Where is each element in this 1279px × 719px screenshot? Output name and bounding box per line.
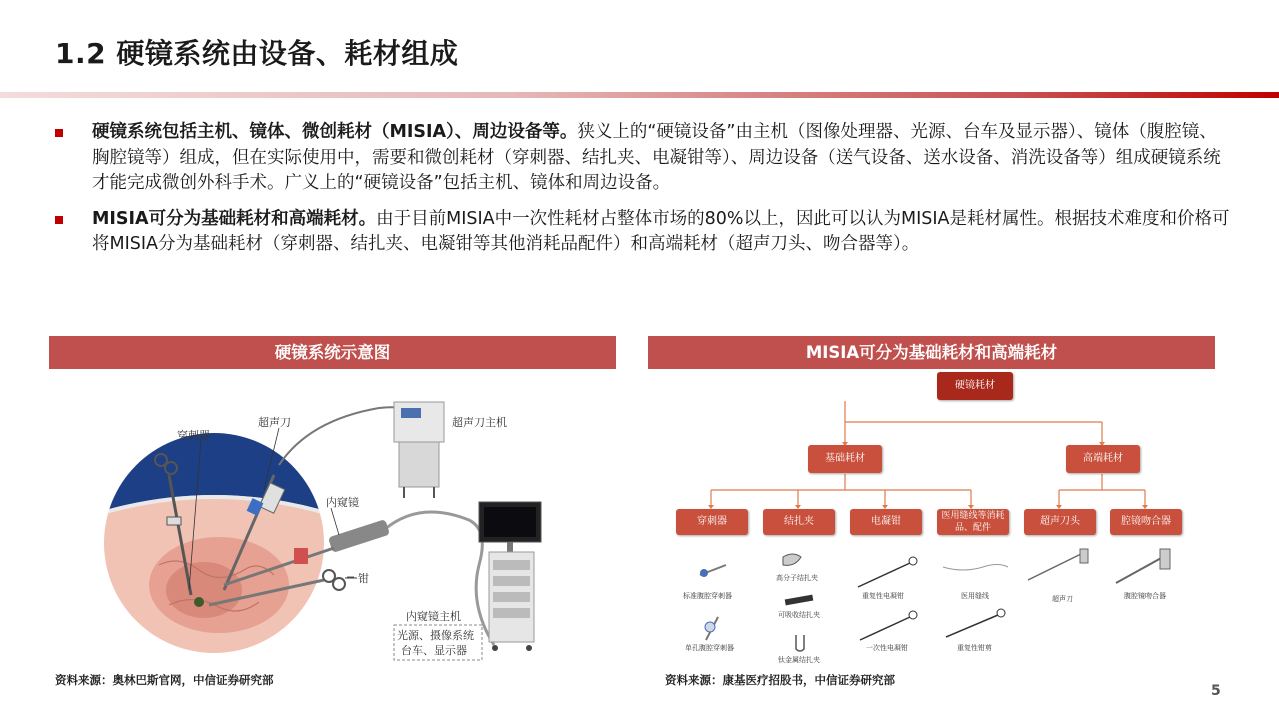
product-label: 超声刀 bbox=[1052, 595, 1073, 603]
product-label: 一次性电凝钳 bbox=[866, 644, 908, 652]
title-rule bbox=[0, 92, 1279, 98]
ultrasonic-product-icon bbox=[1028, 549, 1088, 580]
right-figure-banner: MISIA可分为基础耗材和高端耗材 bbox=[648, 336, 1215, 369]
endoscope-host-device bbox=[479, 502, 541, 651]
tree-node-basic-consumables: 基础耗材 bbox=[808, 445, 882, 473]
label-endoscope-host: 内窥镜主机 bbox=[406, 610, 461, 623]
left-figure-banner: 硬镜系统示意图 bbox=[49, 336, 616, 369]
bullet-marker bbox=[55, 216, 63, 224]
bullet-item bbox=[52, 207, 1232, 258]
tree-node-highend-consumables: 高端耗材 bbox=[1066, 445, 1140, 473]
bullet-item bbox=[52, 120, 1232, 197]
stapler-product-icon bbox=[1116, 549, 1170, 583]
ultrasonic-host-device bbox=[394, 402, 444, 498]
bullet-text: 由于目前MISIA中一次性耗材占整体市场的80%以上，因此可以认为MISIA是耗材属性。根据技术难度和价格可将MISIA分为基础耗材（穿刺器、结扎夹、电凝钳等其他消耗品配件）和高端耗材（超声刀头、吻合器等）。 bbox=[92, 208, 1230, 254]
bullet-lead: MISIA可分为基础耗材和高端耗材。 bbox=[92, 208, 377, 229]
label-ultrasonic-knife: 超声刀 bbox=[258, 416, 291, 429]
page-title: 1.2 硬镜系统由设备、耗材组成 bbox=[55, 37, 459, 70]
tree-node-ultrasonic-tip: 超声刀头 bbox=[1024, 509, 1096, 535]
product-label: 重复性钳剪 bbox=[957, 644, 992, 652]
product-label: 标准腹腔穿刺器 bbox=[683, 592, 732, 600]
product-label: 高分子结扎夹 bbox=[776, 574, 818, 582]
bullet-list bbox=[52, 120, 1232, 268]
endoscopy-system-illustration bbox=[49, 380, 616, 665]
label-endoscope-host-detail-1: 光源、摄像系统 bbox=[397, 629, 474, 642]
product-label: 可吸收结扎夹 bbox=[778, 611, 820, 619]
left-figure-source: 资料来源：奥林巴斯官网，中信证券研究部 bbox=[55, 673, 274, 687]
page-number: 5 bbox=[1211, 683, 1221, 699]
label-endoscope: 内窥镜 bbox=[326, 496, 359, 509]
tree-node-clip: 结扎夹 bbox=[763, 509, 835, 535]
tree-node-coag-forceps: 电凝钳 bbox=[850, 509, 922, 535]
product-label: 腹腔镜吻合器 bbox=[1124, 592, 1166, 600]
product-label: 医用缝线 bbox=[961, 592, 989, 600]
trocar-product-icon bbox=[700, 565, 726, 640]
product-label: 重复性电凝钳 bbox=[862, 592, 904, 600]
bullet-marker bbox=[55, 129, 63, 137]
label-ultrasonic-host: 超声刀主机 bbox=[452, 416, 507, 429]
tree-root-node: 硬镜耗材 bbox=[937, 372, 1013, 400]
tree-node-trocar: 穿刺器 bbox=[676, 509, 748, 535]
product-label: 钛金属结扎夹 bbox=[778, 656, 820, 664]
clip-product-icon bbox=[783, 554, 813, 651]
tree-node-sutures: 医用缝线等消耗品、配件 bbox=[937, 509, 1009, 535]
bullet-text: 狭义上的“硬镜设备”由主机（图像处理器、光源、台车及显示器）、镜体（腹腔镜、胸腔镜等）组成，但在实际使用中，需要和微创耗材（穿刺器、结扎夹、电凝钳等）、周边设备（送气设备、送水设备、消洗设备等）组成硬镜系统才能完成微创外科手术。广义上的“硬镜设备”包括主机、镜体和周边设备。 bbox=[92, 122, 1221, 193]
label-forceps: 钳 bbox=[358, 572, 369, 585]
product-label: 单孔腹腔穿刺器 bbox=[685, 644, 734, 652]
bullet-lead: 硬镜系统包括主机、镜体、微创耗材（MISIA）、周边设备等。 bbox=[92, 122, 578, 142]
label-endoscope-host-detail-2: 台车、显示器 bbox=[401, 644, 467, 657]
tree-node-stapler: 腔镜吻合器 bbox=[1110, 509, 1182, 535]
label-trocar: 穿刺器 bbox=[177, 429, 210, 442]
right-figure-source: 资料来源：康基医疗招股书，中信证券研究部 bbox=[665, 673, 895, 687]
